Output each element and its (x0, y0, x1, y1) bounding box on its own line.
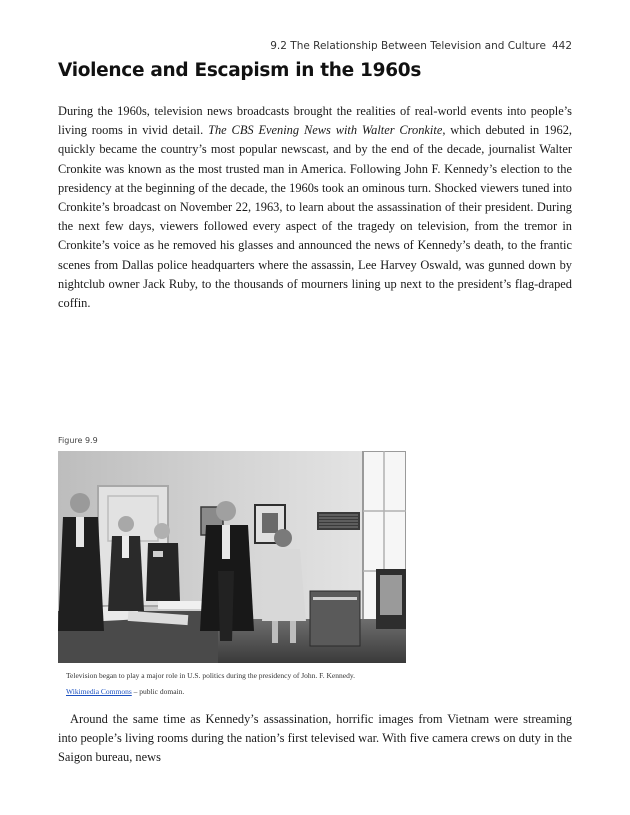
figure-label: Figure 9.9 (58, 436, 98, 445)
running-header-title: 9.2 The Relationship Between Television and Culture (270, 40, 546, 52)
page-number: 442 (551, 40, 572, 52)
running-header (270, 40, 572, 52)
paragraph-1-text-a: During the 1960s, television news broadcasts brought the realities of real-world events into people’s living rooms in vivid detail. (58, 104, 572, 138)
body-paragraph-2: Around the same time as Kennedy’s assassination, horrific images from Vietnam were streaming into people’s living rooms during the nation’s first televised war. With five camera crews on duty in the Saigon bureau, news (58, 712, 572, 765)
paragraph-1-text-b: , which debuted in 1962, quickly became the country’s most popular newscast, and by the end of the decade, journalist Walter Cronkite was known as the most trusted man in America. Following John F. Kennedy’s election to the presidency at the beginning of the decade, the 1960s took an ominous turn. Shocked viewers tuned into Cronkite’s broadcast on November 22, 1963, to learn about the assassination of their president. During the next few days, viewers followed every aspect of the tragedy on television, from the tremor in Cronkite’s voice as he removed his glasses and announced the news of Kennedy’s death, to the frantic scenes from Dallas police headquarters where the assassin, Lee Harvey Oswald, was gunned down by nightclub owner Jack Ruby, to the thousands of mourners lining up next to the president’s flag-draped coffin. (58, 123, 572, 311)
figure-photo (58, 451, 406, 663)
credit-suffix: – public domain. (131, 687, 185, 696)
wikimedia-commons-link[interactable]: Wikimedia Commons (66, 687, 132, 696)
section-title: Violence and Escapism in the 1960s (58, 60, 422, 81)
newscast-title-italic: The CBS Evening News with Walter Cronkite (208, 123, 443, 138)
figure-credit (66, 687, 184, 696)
figure-caption: Television began to play a major role in U.S. politics during the presidency of John. F. Kennedy. (66, 671, 355, 680)
body-paragraph-1 (58, 102, 572, 313)
